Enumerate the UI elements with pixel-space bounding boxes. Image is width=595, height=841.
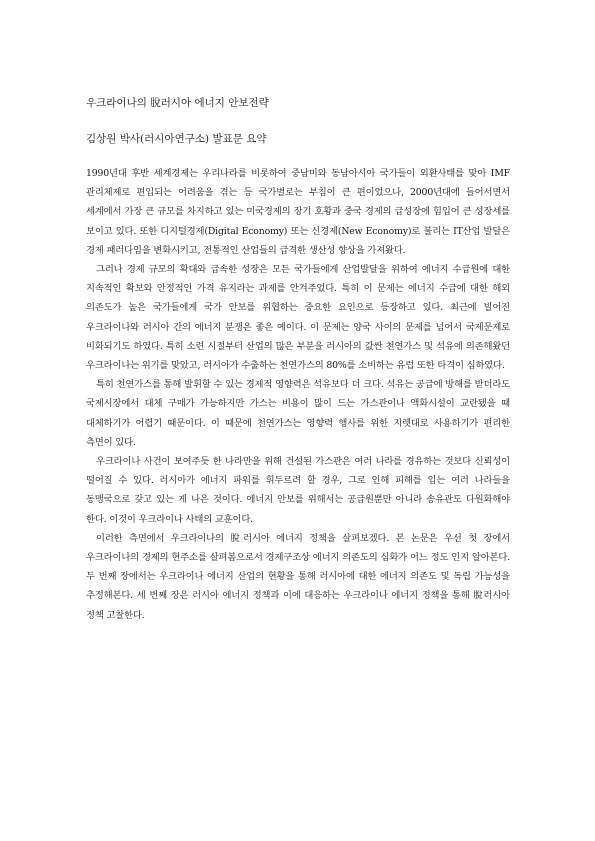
- paragraph-5: 이러한 측면에서 우크라이나의 脫러시아 에너지 정책을 살펴보겠다. 본 논문은 우선 첫 장에서 우크라이나의 경제의 현주소를 살펴봄으로서 경제구조상 에너지 의존도의 심화가 어느 정도 인지 알아본다. 두 번째 장에서는 우크라이나 에너지 산업의 현황을 통해 러시아에 대한 에너지 의존도 및 독립 가능성을 추정해본다. 세 번째 장은 러시아 에너지 정책과 이에 대응하는 우크라이나 에너지 정책을 통해 脫러시아 정책 고찰한다.: [86, 532, 510, 621]
- paragraph-2: 그러나 경제 규모의 확대와 급속한 성장은 모든 국가들에게 산업발달을 위하여 에너지 수급원에 대한 지속적인 확보와 안정적인 가격 유지라는 과제를 안겨주었다. 특히 이 문제는 에너지 수급에 대한 해외 의존도가 높은 국가들에게 국가 안보를 위협하는 중요한 요인으로 등장하고 있다. 최근에 빌어진 우크라이나와 러시아 간의 에너지 분쟁은 좋은 예이다. 이 문제는 양국 사이의 문제를 넘어서 국제문제로 비화되기도 하였다. 특히 소련 시절부터 산업의 많은 부분을 러시아의 값싼 천연가스 및 석유에 의존해왔던 우크라이나는 위기를 맞았고, 러시아가 수출하는 천연가스의 80%를 소비하는 유럽 또한 타격이 심하였다.: [86, 264, 510, 372]
- document-body: [86, 164, 510, 625]
- paragraph-4: 우크라이나 사건이 보여주듯 한 나라만을 위해 건설된 가스관은 여러 나라를 경유하는 것보다 신뢰성이 떨어질 수 있다. 러시아가 에너지 파워를 휘두르려 할 경우, 그로 인해 피해를 입는 여러 나라들을 동맹국으로 갖고 있는 게 나은 것이다. 에너지 안보를 위해서는 공급원뿐만 아니라 송유관도 다원화해야 한다. 이것이 우크라이나 사태의 교훈이다.: [86, 456, 510, 525]
- document-title: 우크라이나의 脫러시아 에너지 안보전략: [86, 97, 269, 109]
- document-subtitle: 김상원 박사(러시아연구소) 발표문 요약: [86, 133, 267, 145]
- paragraph-3: 특히 천연가스를 통해 발휘할 수 있는 경제적 영향력은 석유보다 더 크다. 석유는 공급에 방해를 받더라도 국제시장에서 대체 구매가 가능하지만 가스는 비용이 많이 드는 가스관이나 액화시설이 교란됐을 때 대체하기가 어렵기 때문이다. 이 때문에 천연가스는 영향력 행사를 위한 지렛대로 사용하기가 편리한 측면이 있다.: [86, 379, 510, 448]
- paragraph-1: 1990년대 후반 세계경제는 우리나라를 비롯하여 중남미와 동남아시아 국가들이 외환사태를 맞아 IMF 관리체제로 편입되는 어려움을 겪는 등 국가별로는 부침이 큰 편이었으나, 2000년대에 들어서면서 세계에서 가장 큰 규모를 차지하고 있는 미국경제의 장기 호황과 중국 경제의 급성장에 힘입어 큰 성장세를 보이고 있다. 또한 디지털경제(Digital Economy) 또는 신경제(New Economy)로 불리는 IT산업 발달은 경제 패러다임을 변화시키고, 전통적인 산업들의 급격한 생산성 향상을 가져왔다.: [86, 168, 510, 256]
